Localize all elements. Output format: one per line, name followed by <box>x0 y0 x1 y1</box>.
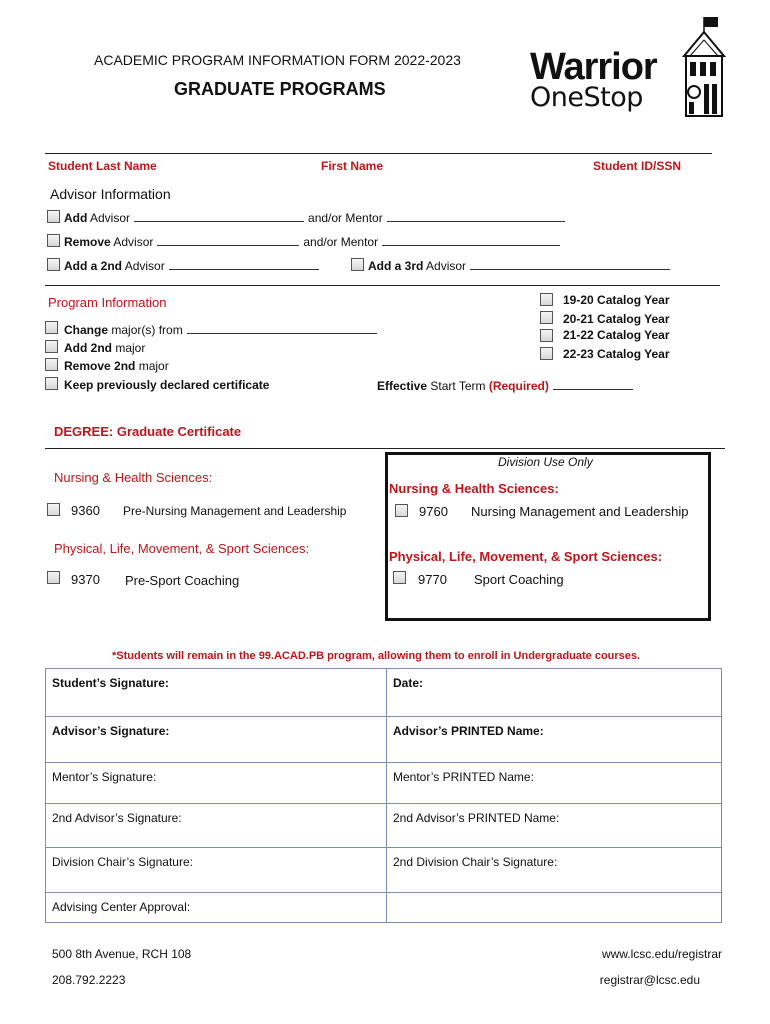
first-name-label: First Name <box>321 159 384 173</box>
code-9370-checkbox[interactable] <box>47 571 60 584</box>
warrior-onestop-logo <box>528 14 728 124</box>
division-nursing-heading: Nursing & Health Sciences: <box>389 481 559 496</box>
code-9370: 9370 <box>71 572 100 587</box>
division-chair-signature-cell[interactable]: Division Chair’s Signature: <box>46 848 387 893</box>
change-major-checkbox[interactable] <box>45 321 58 334</box>
add-advisor-bold: Add <box>64 211 88 225</box>
add-2nd-advisor-bold: Add a 2nd <box>64 259 123 273</box>
code-9760: 9760 <box>419 504 448 519</box>
add-2nd-advisor-line[interactable] <box>169 258 319 270</box>
catalog-21-22-label: 21-22 Catalog Year <box>563 328 670 342</box>
date-cell[interactable]: Date: <box>387 669 722 717</box>
change-major-text: major(s) from <box>111 323 183 337</box>
enrollment-note <box>112 650 640 662</box>
required-label: (Required) <box>488 379 549 393</box>
mentor-printed-name-cell[interactable]: Mentor’s PRINTED Name: <box>387 763 722 804</box>
footer-email[interactable]: registrar@lcsc.edu <box>599 973 700 987</box>
remove-mentor-line[interactable] <box>382 234 560 246</box>
change-major-line[interactable] <box>187 322 377 334</box>
remove-mentor-text: and/or Mentor <box>303 235 379 249</box>
add-3rd-advisor-text: Advisor <box>426 259 467 273</box>
form-subtitle: GRADUATE PROGRAMS <box>174 79 386 99</box>
code-9360-program: Pre-Nursing Management and Leadership <box>123 504 347 518</box>
code-9770-program: Sport Coaching <box>474 572 564 587</box>
remove-advisor-line[interactable] <box>157 234 299 246</box>
2nd-advisor-printed-name-cell[interactable]: 2nd Advisor’s PRINTED Name: <box>387 804 722 848</box>
left-nursing-heading: Nursing & Health Sciences: <box>54 470 213 485</box>
division-use-caption: Division Use Only <box>498 455 593 469</box>
advisor-signature-cell[interactable]: Advisor’s Signature: <box>46 717 387 763</box>
2nd-division-chair-signature-cell[interactable]: 2nd Division Chair’s Signature: <box>387 848 722 893</box>
code-9770-checkbox[interactable] <box>393 571 406 584</box>
code-9770: 9770 <box>418 572 447 587</box>
add-2nd-advisor-text: Advisor <box>124 259 165 273</box>
remove-advisor-text: Advisor <box>113 235 154 249</box>
code-9760-program: Nursing Management and Leadership <box>471 504 689 519</box>
student-signature-cell[interactable]: Student’s Signature: <box>46 669 387 717</box>
add-2nd-major-checkbox[interactable] <box>45 340 58 353</box>
effective-term-line[interactable] <box>553 378 633 390</box>
division-use-only-box <box>385 452 711 621</box>
add-3rd-advisor-checkbox[interactable] <box>351 258 364 271</box>
division-sport-heading: Physical, Life, Movement, & Sport Sciences: <box>389 549 663 564</box>
advising-center-approval-cell[interactable]: Advising Center Approval: <box>46 893 387 923</box>
advisor-info-heading: Advisor Information <box>50 186 171 202</box>
student-info-line <box>45 153 712 154</box>
code-9360-checkbox[interactable] <box>47 503 60 516</box>
remove-advisor-bold: Remove <box>64 235 111 249</box>
catalog-19-20-label: 19-20 Catalog Year <box>563 293 670 307</box>
student-id-label: Student ID/SSN <box>593 159 682 173</box>
catalog-22-23-checkbox[interactable] <box>540 347 553 360</box>
remove-advisor-checkbox[interactable] <box>47 234 60 247</box>
mentor-signature-cell[interactable]: Mentor’s Signature: <box>46 763 387 804</box>
add-2nd-major-text: major <box>115 341 146 355</box>
add-advisor-text: Advisor <box>90 211 131 225</box>
clock-tower-icon <box>668 14 728 119</box>
add-2nd-advisor-checkbox[interactable] <box>47 258 60 271</box>
footer-phone: 208.792.2223 <box>52 973 126 987</box>
catalog-19-20-checkbox[interactable] <box>540 293 553 306</box>
logo-text-warrior: Warrior <box>530 46 657 88</box>
remove-2nd-major-bold: Remove 2nd <box>64 359 136 373</box>
degree-heading: DEGREE: Graduate Certificate <box>54 424 242 439</box>
degree-divider <box>45 448 725 449</box>
advising-center-empty-cell[interactable] <box>387 893 722 923</box>
catalog-21-22-checkbox[interactable] <box>540 329 553 342</box>
add-mentor-line[interactable] <box>387 210 565 222</box>
add-2nd-major-bold: Add 2nd <box>64 341 112 355</box>
logo-text-onestop: OneStop <box>530 82 643 113</box>
change-major-bold: Change <box>64 323 109 337</box>
catalog-20-21-label: 20-21 Catalog Year <box>563 312 670 326</box>
2nd-advisor-signature-cell[interactable]: 2nd Advisor’s Signature: <box>46 804 387 848</box>
program-info-heading: Program Information <box>48 295 167 310</box>
form-title: ACADEMIC PROGRAM INFORMATION FORM 2022-2023 <box>94 52 461 68</box>
code-9360: 9360 <box>71 503 100 518</box>
code-9760-checkbox[interactable] <box>395 504 408 517</box>
keep-certificate-label: Keep previously declared certificate <box>64 378 270 392</box>
add-advisor-line[interactable] <box>134 210 304 222</box>
add-mentor-text: and/or Mentor <box>308 211 383 225</box>
catalog-20-21-checkbox[interactable] <box>540 311 553 324</box>
signature-table <box>45 668 722 923</box>
add-advisor-checkbox[interactable] <box>47 210 60 223</box>
remove-2nd-major-text: major <box>138 359 169 373</box>
add-3rd-advisor-bold: Add a 3rd <box>368 259 424 273</box>
note-asterisk: * <box>112 650 117 662</box>
student-last-name-label: Student Last Name <box>48 159 157 173</box>
remove-2nd-major-checkbox[interactable] <box>45 358 58 371</box>
advisor-printed-name-cell[interactable]: Advisor’s PRINTED Name: <box>387 717 722 763</box>
code-9370-program: Pre-Sport Coaching <box>125 573 240 588</box>
footer-website[interactable]: www.lcsc.edu/registrar <box>601 947 722 961</box>
effective-text: Start Term <box>430 379 486 393</box>
add-3rd-advisor-line[interactable] <box>470 258 670 270</box>
left-sport-heading: Physical, Life, Movement, & Sport Sciences: <box>54 541 310 556</box>
effective-bold: Effective <box>377 379 428 393</box>
footer-address: 500 8th Avenue, RCH 108 <box>52 947 192 961</box>
catalog-22-23-label: 22-23 Catalog Year <box>563 347 670 361</box>
keep-certificate-checkbox[interactable] <box>45 377 58 390</box>
note-text: Students will remain in the 99.ACAD.PB program, allowing them to enroll in Undergraduate courses. <box>116 650 641 662</box>
advisor-divider <box>45 285 720 286</box>
